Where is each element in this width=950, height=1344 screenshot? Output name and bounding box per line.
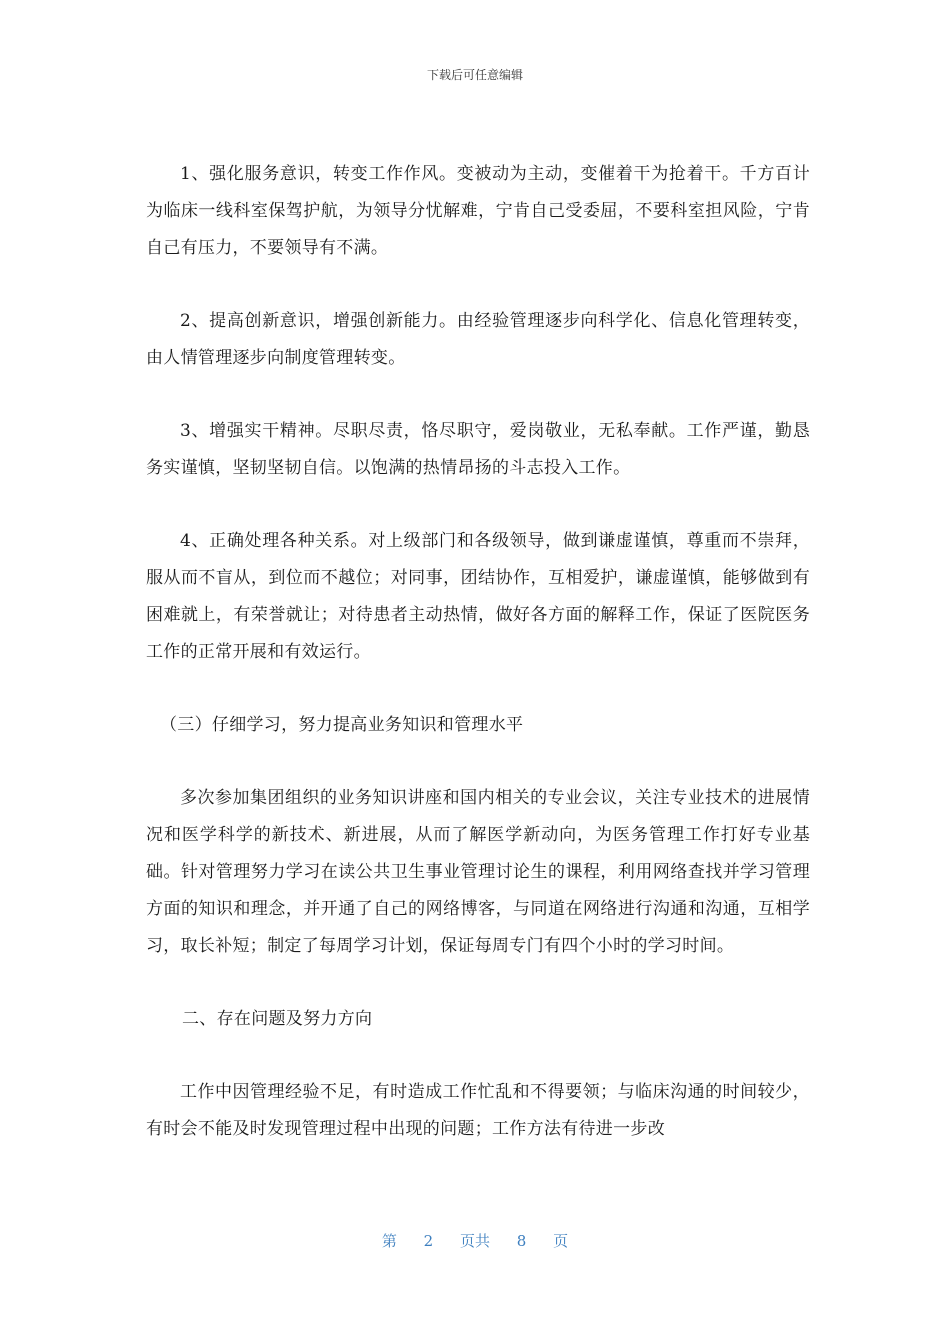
page-footer [0,1230,950,1251]
paragraph-relationships: 4、正确处理各种关系。对上级部门和各级领导，做到谦虚谨慎，尊重而不崇拜，服从而不盲从，到位而不越位；对同事，团结协作，互相爱护，谦虚谨慎，能够做到有困难就上，有荣誉就让；对待患者主动热情，做好各方面的解释工作，保证了医院医务工作的正常开展和有效运行。 [146,531,810,662]
paragraph-innovation: 2、提高创新意识，增强创新能力。由经验管理逐步向科学化、信息化管理转变，由人情管理逐步向制度管理转变。 [146,311,810,368]
paragraph-study: 多次参加集团组织的业务知识讲座和国内相关的专业会议，关注专业技术的进展情况和医学科学的新技术、新进展，从而了解医学新动向，为医务管理工作打好专业基础。针对管理努力学习在读公共卫生事业管理讨论生的课程，利用网络查找并学习管理方面的知识和理念，并开通了自己的网络博客，与同道在网络进行沟通和沟通，互相学习，取长补短；制定了每周学习计划，保证每周专门有四个小时的学习时间。 [146,788,810,956]
section-heading-study: （三）仔细学习，努力提高业务知识和管理水平 [160,715,524,735]
paragraph-service-awareness: 1、强化服务意识，转变工作作风。变被动为主动，变催着干为抢着干。千方百计为临床一线科室保驾护航，为领导分忧解难，宁肯自己受委屈，不要科室担风险，宁肯自己有压力，不要领导有不满。 [146,164,810,258]
footer-current-page: 2 [423,1232,434,1250]
footer-mid: 页共 [459,1232,490,1250]
footer-prefix: 第 [381,1232,397,1250]
section-heading-problems: 二、存在问题及努力方向 [182,1009,373,1029]
page-header-note: 下载后可任意编辑 [426,68,523,82]
paragraph-problems: 工作中因管理经验不足，有时造成工作忙乱和不得要领；与临床沟通的时间较少，有时会不能及时发现管理过程中出现的问题；工作方法有待进一步改 [146,1082,810,1139]
footer-suffix: 页 [553,1232,569,1250]
footer-total-pages: 8 [516,1232,527,1250]
paragraph-practical-spirit: 3、增强实干精神。尽职尽责，恪尽职守，爱岗敬业，无私奉献。工作严谨，勤恳务实谨慎，坚韧坚韧自信。以饱满的热情昂扬的斗志投入工作。 [146,421,810,478]
document-body [146,156,810,1148]
